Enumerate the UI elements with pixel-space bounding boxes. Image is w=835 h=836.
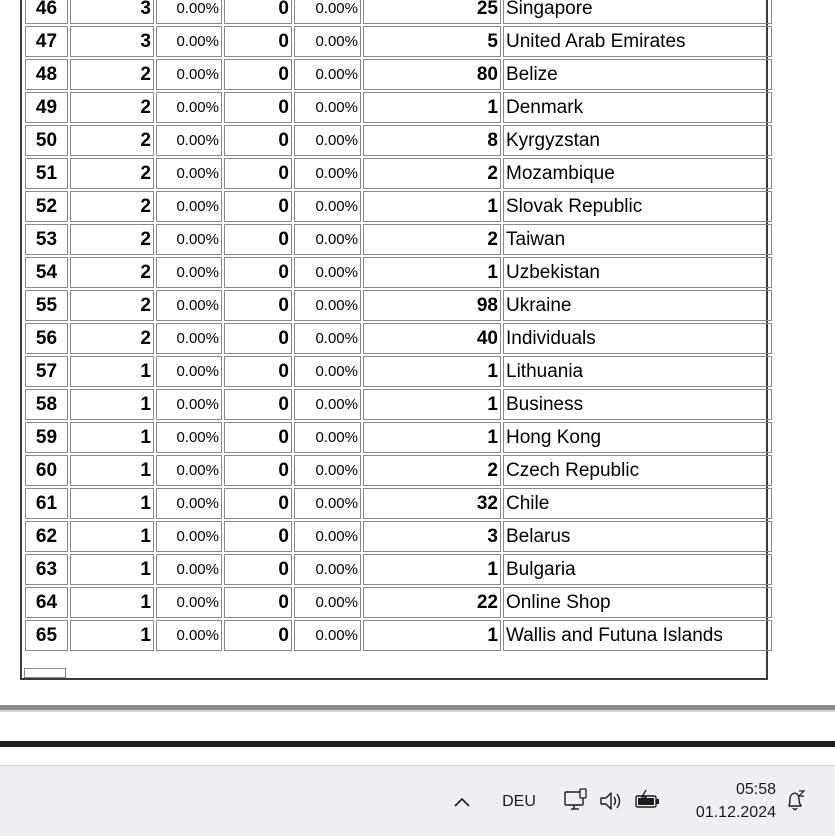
table-row bbox=[25, 125, 772, 156]
count-cell: 2 bbox=[363, 455, 501, 486]
count-cell: 3 bbox=[70, 0, 154, 24]
count-cell: 0 bbox=[224, 158, 292, 189]
count-cell: 1 bbox=[70, 554, 154, 585]
count-cell: 25 bbox=[363, 0, 501, 24]
count-cell: 0 bbox=[224, 0, 292, 24]
percent-cell: 0.00% bbox=[156, 0, 222, 24]
country-name-cell: Denmark bbox=[503, 92, 772, 123]
count-cell: 0 bbox=[224, 521, 292, 552]
rank-cell: 49 bbox=[25, 92, 68, 123]
count-cell: 1 bbox=[363, 356, 501, 387]
percent-cell: 0.00% bbox=[294, 125, 361, 156]
count-cell: 0 bbox=[224, 323, 292, 354]
table-row bbox=[25, 0, 772, 24]
country-name-cell: Wallis and Futuna Islands bbox=[503, 620, 772, 651]
window-divider-highlight bbox=[0, 710, 835, 712]
rank-cell: 47 bbox=[25, 26, 68, 57]
percent-cell: 0.00% bbox=[156, 323, 222, 354]
percent-cell: 0.00% bbox=[294, 521, 361, 552]
count-cell: 0 bbox=[224, 587, 292, 618]
table-row bbox=[25, 455, 772, 486]
notification-sleep-icon[interactable] bbox=[780, 786, 812, 816]
count-cell: 2 bbox=[363, 224, 501, 255]
table-row bbox=[25, 257, 772, 288]
country-name-cell: Slovak Republic bbox=[503, 191, 772, 222]
count-cell: 2 bbox=[70, 125, 154, 156]
count-cell: 1 bbox=[363, 554, 501, 585]
country-name-cell: Belize bbox=[503, 59, 772, 90]
rank-cell: 57 bbox=[25, 356, 68, 387]
table-row bbox=[25, 158, 772, 189]
table-row bbox=[25, 323, 772, 354]
count-cell: 0 bbox=[224, 356, 292, 387]
percent-cell: 0.00% bbox=[294, 488, 361, 519]
percent-cell: 0.00% bbox=[156, 356, 222, 387]
count-cell: 22 bbox=[363, 587, 501, 618]
percent-cell: 0.00% bbox=[156, 455, 222, 486]
count-cell: 0 bbox=[224, 422, 292, 453]
country-name-cell: Belarus bbox=[503, 521, 772, 552]
table-row bbox=[25, 26, 772, 57]
network-icon[interactable] bbox=[560, 786, 592, 816]
count-cell: 2 bbox=[70, 158, 154, 189]
count-cell: 3 bbox=[363, 521, 501, 552]
country-stats-table bbox=[23, 0, 774, 653]
rank-cell: 52 bbox=[25, 191, 68, 222]
country-name-cell: Hong Kong bbox=[503, 422, 772, 453]
percent-cell: 0.00% bbox=[294, 224, 361, 255]
count-cell: 1 bbox=[70, 455, 154, 486]
count-cell: 0 bbox=[224, 125, 292, 156]
country-name-cell: Taiwan bbox=[503, 224, 772, 255]
percent-cell: 0.00% bbox=[294, 26, 361, 57]
table-body bbox=[25, 0, 772, 651]
country-name-cell: Chile bbox=[503, 488, 772, 519]
speaker-icon[interactable] bbox=[596, 786, 626, 816]
table-row bbox=[25, 554, 772, 585]
count-cell: 1 bbox=[363, 92, 501, 123]
country-name-cell: Ukraine bbox=[503, 290, 772, 321]
percent-cell: 0.00% bbox=[156, 488, 222, 519]
chevron-up-icon[interactable] bbox=[448, 788, 476, 816]
percent-cell: 0.00% bbox=[294, 158, 361, 189]
count-cell: 0 bbox=[224, 455, 292, 486]
count-cell: 1 bbox=[70, 422, 154, 453]
count-cell: 1 bbox=[70, 620, 154, 651]
percent-cell: 0.00% bbox=[294, 257, 361, 288]
rank-cell: 56 bbox=[25, 323, 68, 354]
table-row bbox=[25, 59, 772, 90]
country-name-cell: United Arab Emirates bbox=[503, 26, 772, 57]
count-cell: 32 bbox=[363, 488, 501, 519]
country-name-cell: Individuals bbox=[503, 323, 772, 354]
table-row bbox=[25, 488, 772, 519]
count-cell: 2 bbox=[70, 290, 154, 321]
rank-cell: 63 bbox=[25, 554, 68, 585]
taskbar bbox=[0, 765, 835, 836]
percent-cell: 0.00% bbox=[156, 191, 222, 222]
rank-cell: 53 bbox=[25, 224, 68, 255]
count-cell: 2 bbox=[70, 257, 154, 288]
percent-cell: 0.00% bbox=[294, 290, 361, 321]
percent-cell: 0.00% bbox=[156, 158, 222, 189]
count-cell: 8 bbox=[363, 125, 501, 156]
percent-cell: 0.00% bbox=[156, 224, 222, 255]
percent-cell: 0.00% bbox=[156, 92, 222, 123]
count-cell: 0 bbox=[224, 224, 292, 255]
count-cell: 0 bbox=[224, 92, 292, 123]
country-name-cell: Lithuania bbox=[503, 356, 772, 387]
count-cell: 2 bbox=[70, 59, 154, 90]
table-row bbox=[25, 356, 772, 387]
count-cell: 1 bbox=[70, 587, 154, 618]
percent-cell: 0.00% bbox=[294, 389, 361, 420]
count-cell: 2 bbox=[70, 191, 154, 222]
table-row bbox=[25, 422, 772, 453]
table-row bbox=[25, 92, 772, 123]
count-cell: 0 bbox=[224, 620, 292, 651]
percent-cell: 0.00% bbox=[294, 422, 361, 453]
count-cell: 0 bbox=[224, 26, 292, 57]
table-footer-cell bbox=[24, 668, 66, 678]
percent-cell: 0.00% bbox=[294, 59, 361, 90]
rank-cell: 51 bbox=[25, 158, 68, 189]
percent-cell: 0.00% bbox=[294, 356, 361, 387]
language-indicator[interactable]: DEU bbox=[502, 793, 536, 810]
count-cell: 1 bbox=[363, 389, 501, 420]
count-cell: 98 bbox=[363, 290, 501, 321]
count-cell: 0 bbox=[224, 389, 292, 420]
count-cell: 0 bbox=[224, 257, 292, 288]
country-name-cell: Kyrgyzstan bbox=[503, 125, 772, 156]
count-cell: 1 bbox=[70, 521, 154, 552]
percent-cell: 0.00% bbox=[156, 125, 222, 156]
rank-cell: 55 bbox=[25, 290, 68, 321]
count-cell: 2 bbox=[70, 323, 154, 354]
count-cell: 0 bbox=[224, 554, 292, 585]
count-cell: 0 bbox=[224, 59, 292, 90]
count-cell: 2 bbox=[70, 92, 154, 123]
percent-cell: 0.00% bbox=[294, 323, 361, 354]
window-bottom-border bbox=[0, 741, 835, 747]
country-name-cell: Business bbox=[503, 389, 772, 420]
percent-cell: 0.00% bbox=[156, 389, 222, 420]
rank-cell: 62 bbox=[25, 521, 68, 552]
percent-cell: 0.00% bbox=[156, 257, 222, 288]
percent-cell: 0.00% bbox=[294, 455, 361, 486]
clock-date: 01.12.2024 bbox=[695, 804, 776, 821]
percent-cell: 0.00% bbox=[156, 620, 222, 651]
rank-cell: 65 bbox=[25, 620, 68, 651]
percent-cell: 0.00% bbox=[294, 191, 361, 222]
count-cell: 2 bbox=[363, 158, 501, 189]
count-cell: 1 bbox=[363, 257, 501, 288]
table-row bbox=[25, 587, 772, 618]
percent-cell: 0.00% bbox=[156, 422, 222, 453]
count-cell: 1 bbox=[363, 620, 501, 651]
rank-cell: 54 bbox=[25, 257, 68, 288]
count-cell: 5 bbox=[363, 26, 501, 57]
country-name-cell: Uzbekistan bbox=[503, 257, 772, 288]
table-row bbox=[25, 620, 772, 651]
count-cell: 1 bbox=[363, 422, 501, 453]
country-name-cell: Czech Republic bbox=[503, 455, 772, 486]
table-row bbox=[25, 521, 772, 552]
clock-time: 05:58 bbox=[735, 781, 776, 798]
rank-cell: 48 bbox=[25, 59, 68, 90]
country-name-cell: Bulgaria bbox=[503, 554, 772, 585]
table-row bbox=[25, 290, 772, 321]
percent-cell: 0.00% bbox=[156, 290, 222, 321]
count-cell: 0 bbox=[224, 191, 292, 222]
percent-cell: 0.00% bbox=[156, 26, 222, 57]
count-cell: 1 bbox=[70, 356, 154, 387]
count-cell: 3 bbox=[70, 26, 154, 57]
battery-charging-icon[interactable] bbox=[632, 786, 664, 816]
percent-cell: 0.00% bbox=[156, 554, 222, 585]
table-row bbox=[25, 191, 772, 222]
count-cell: 1 bbox=[70, 488, 154, 519]
rank-cell: 46 bbox=[25, 0, 68, 24]
percent-cell: 0.00% bbox=[294, 92, 361, 123]
country-name-cell: Mozambique bbox=[503, 158, 772, 189]
country-name-cell: Online Shop bbox=[503, 587, 772, 618]
percent-cell: 0.00% bbox=[156, 587, 222, 618]
rank-cell: 61 bbox=[25, 488, 68, 519]
count-cell: 0 bbox=[224, 488, 292, 519]
count-cell: 0 bbox=[224, 290, 292, 321]
table-row bbox=[25, 224, 772, 255]
percent-cell: 0.00% bbox=[294, 587, 361, 618]
table-row bbox=[25, 389, 772, 420]
count-cell: 40 bbox=[363, 323, 501, 354]
count-cell: 2 bbox=[70, 224, 154, 255]
rank-cell: 59 bbox=[25, 422, 68, 453]
count-cell: 1 bbox=[70, 389, 154, 420]
percent-cell: 0.00% bbox=[294, 0, 361, 24]
percent-cell: 0.00% bbox=[294, 554, 361, 585]
percent-cell: 0.00% bbox=[156, 521, 222, 552]
rank-cell: 60 bbox=[25, 455, 68, 486]
system-clock[interactable] bbox=[676, 778, 776, 824]
count-cell: 1 bbox=[363, 191, 501, 222]
rank-cell: 58 bbox=[25, 389, 68, 420]
percent-cell: 0.00% bbox=[156, 59, 222, 90]
rank-cell: 64 bbox=[25, 587, 68, 618]
count-cell: 80 bbox=[363, 59, 501, 90]
country-name-cell: Singapore bbox=[503, 0, 772, 24]
percent-cell: 0.00% bbox=[294, 620, 361, 651]
rank-cell: 50 bbox=[25, 125, 68, 156]
